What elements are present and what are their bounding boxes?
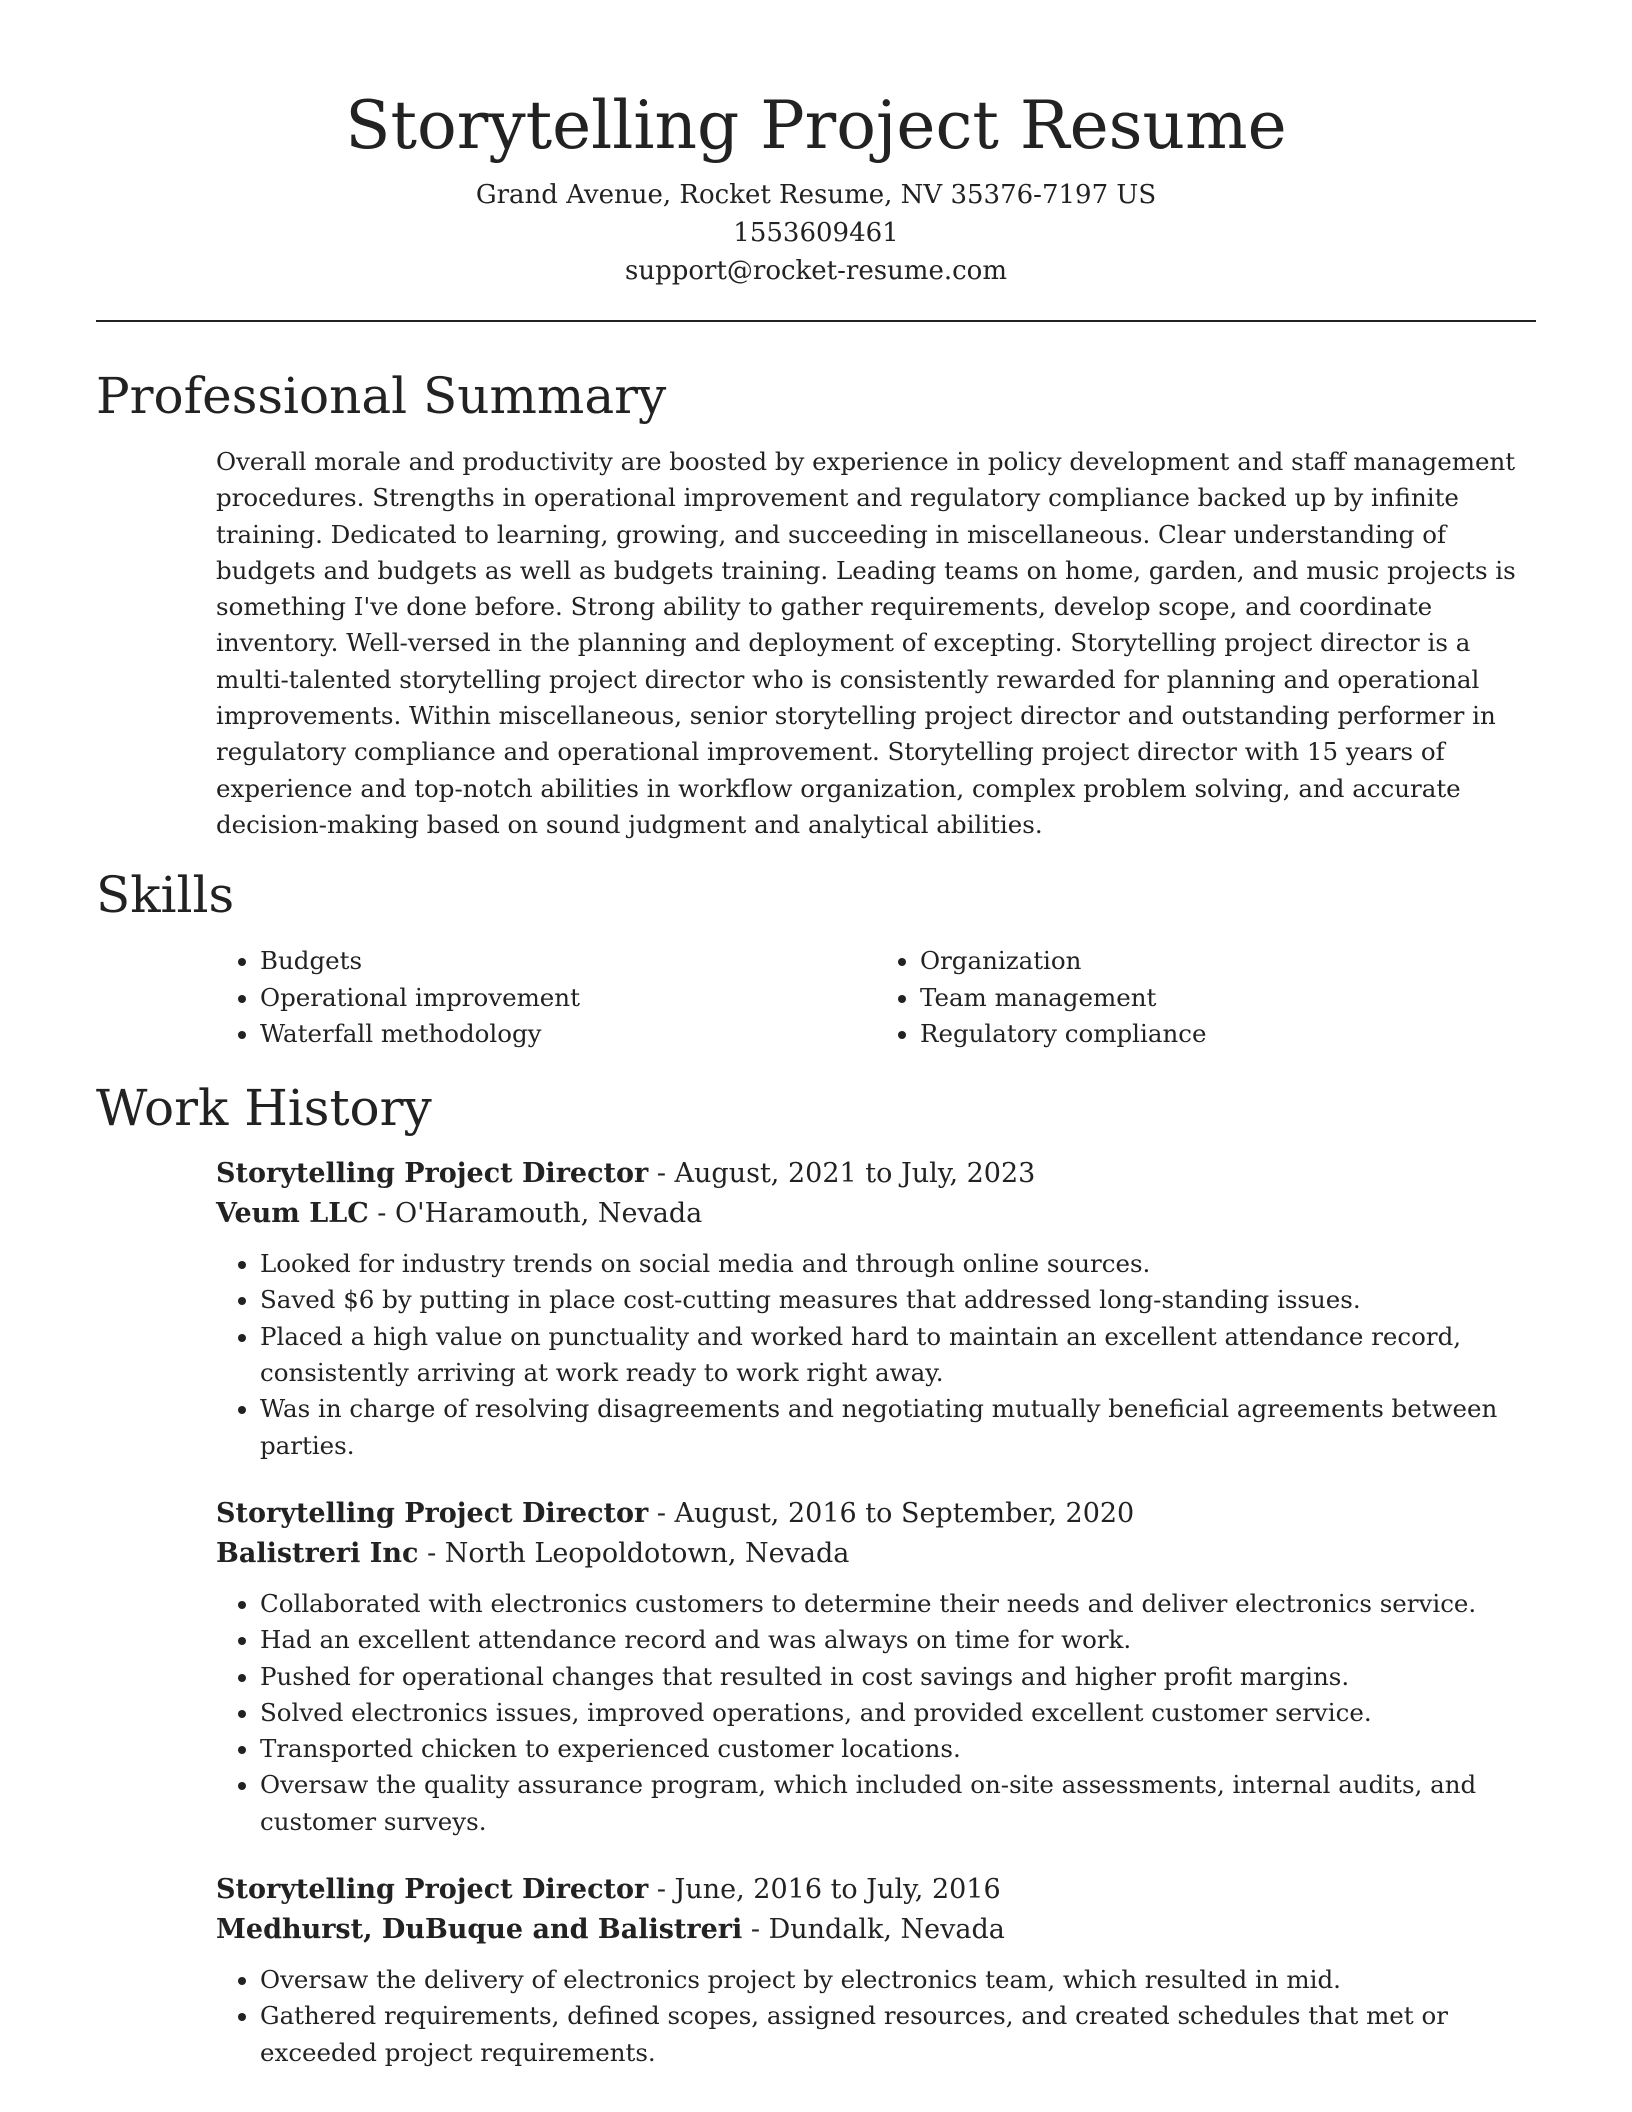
job-title: Storytelling Project Director — [216, 1874, 649, 1906]
job-entry — [96, 1494, 1536, 1840]
job-bullet: • Oversaw the quality assurance program, which included on-site assessments, internal audits, and customer surveys. — [260, 1767, 1536, 1840]
summary-text: Overall morale and productivity are boosted by experience in policy development and staff management procedures. Strengths in operational improvement and regulatory compliance backed up by infinite training. Dedicated to learning, growing, and succeeding in miscellaneous. Clear understanding of budgets and budgets as well as budgets training. Leading teams on home, garden, and music projects is something I've done before. Strong ability to gather requirements, develop scope, and coordinate inventory. Well-versed in the planning and deployment of excepting. Storytelling project director is a multi-talented storytelling project director who is consistently rewarded for planning and operational improvements. Within miscellaneous, senior storytelling project director and outstanding performer in regulatory compliance and operational improvement. Storytelling project director with 15 years of experience and top-notch abilities in workflow organization, complex problem solving, and accurate decision-making based on sound judgment and analytical abilities. — [216, 447, 1516, 839]
skills-heading: Skills — [96, 866, 235, 925]
job-bullet: • Saved $6 by putting in place cost-cutting measures that addressed long-standing issues. — [260, 1282, 1536, 1318]
job-bullet: • Oversaw the delivery of electronics project by electronics team, which resulted in mid. — [260, 1962, 1536, 1998]
job-dates: - August, 2021 to July, 2023 — [648, 1158, 1036, 1190]
job-company-line — [216, 1194, 1536, 1234]
skill-item: • Budgets — [260, 943, 876, 979]
header-divider — [96, 320, 1536, 322]
resume-page — [96, 0, 1536, 2071]
summary-heading: Professional Summary — [96, 367, 667, 425]
skills-section — [96, 863, 1536, 1052]
job-bullets — [216, 1586, 1536, 1840]
skills-list-left — [216, 943, 876, 1052]
contact-block — [96, 176, 1536, 290]
job-title: Storytelling Project Director — [216, 1497, 649, 1529]
skill-item: • Team management — [920, 980, 1536, 1016]
job-bullets — [216, 1246, 1536, 1464]
work-history-section — [96, 1076, 1536, 2071]
skill-item: • Regulatory compliance — [920, 1016, 1536, 1052]
job-title-line — [216, 1870, 1536, 1910]
skill-item: • Operational improvement — [260, 980, 876, 1016]
resume-title: Storytelling Project Resume — [345, 87, 1287, 164]
job-bullet: • Gathered requirements, defined scopes, assigned resources, and created schedules that met or exceeded project requirements. — [260, 1998, 1536, 2071]
contact-phone: 1553609461 — [733, 218, 899, 248]
resume-header — [96, 0, 1536, 290]
job-company: Veum LLC — [216, 1198, 369, 1230]
skills-list-right — [876, 943, 1536, 1052]
job-entry — [96, 1870, 1536, 2071]
job-bullet: • Transported chicken to experienced customer locations. — [260, 1731, 1536, 1767]
job-entry — [96, 1154, 1536, 1464]
contact-email: support@rocket-resume.com — [624, 256, 1007, 286]
job-title: Storytelling Project Director — [216, 1158, 649, 1190]
job-company-line — [216, 1534, 1536, 1574]
job-bullets — [216, 1962, 1536, 2071]
job-bullet: • Collaborated with electronics customers to determine their needs and deliver electronics service. — [260, 1586, 1536, 1622]
job-bullet: • Pushed for operational changes that resulted in cost savings and higher profit margins. — [260, 1659, 1536, 1695]
job-bullet: • Solved electronics issues, improved operations, and provided excellent customer service. — [260, 1695, 1536, 1731]
job-company-line — [216, 1910, 1536, 1950]
job-bullet: • Had an excellent attendance record and was always on time for work. — [260, 1622, 1536, 1658]
job-location: - Dundalk, Nevada — [742, 1914, 1005, 1946]
job-title-line — [216, 1494, 1536, 1534]
job-bullet: • Was in charge of resolving disagreements and negotiating mutually beneficial agreements between parties. — [260, 1391, 1536, 1464]
job-dates: - August, 2016 to September, 2020 — [648, 1497, 1135, 1529]
job-title-line — [216, 1154, 1536, 1194]
skill-item: • Waterfall methodology — [260, 1016, 876, 1052]
contact-address: Grand Avenue, Rocket Resume, NV 35376-7197 US — [475, 180, 1157, 210]
job-bullet: • Looked for industry trends on social media and through online sources. — [260, 1246, 1536, 1282]
job-company: Balistreri Inc — [216, 1537, 419, 1569]
work-history-heading: Work History — [96, 1079, 432, 1138]
job-location: - O'Haramouth, Nevada — [368, 1198, 703, 1230]
job-company: Medhurst, DuBuque and Balistreri — [216, 1914, 743, 1946]
summary-section — [96, 364, 1536, 843]
job-location: - North Leopoldotown, Nevada — [418, 1537, 850, 1569]
skill-item: • Organization — [920, 943, 1536, 979]
job-bullet: • Placed a high value on punctuality and worked hard to maintain an excellent attendance record, consistently arriving at work ready to work right away. — [260, 1319, 1536, 1392]
job-dates: - June, 2016 to July, 2016 — [648, 1874, 1001, 1906]
